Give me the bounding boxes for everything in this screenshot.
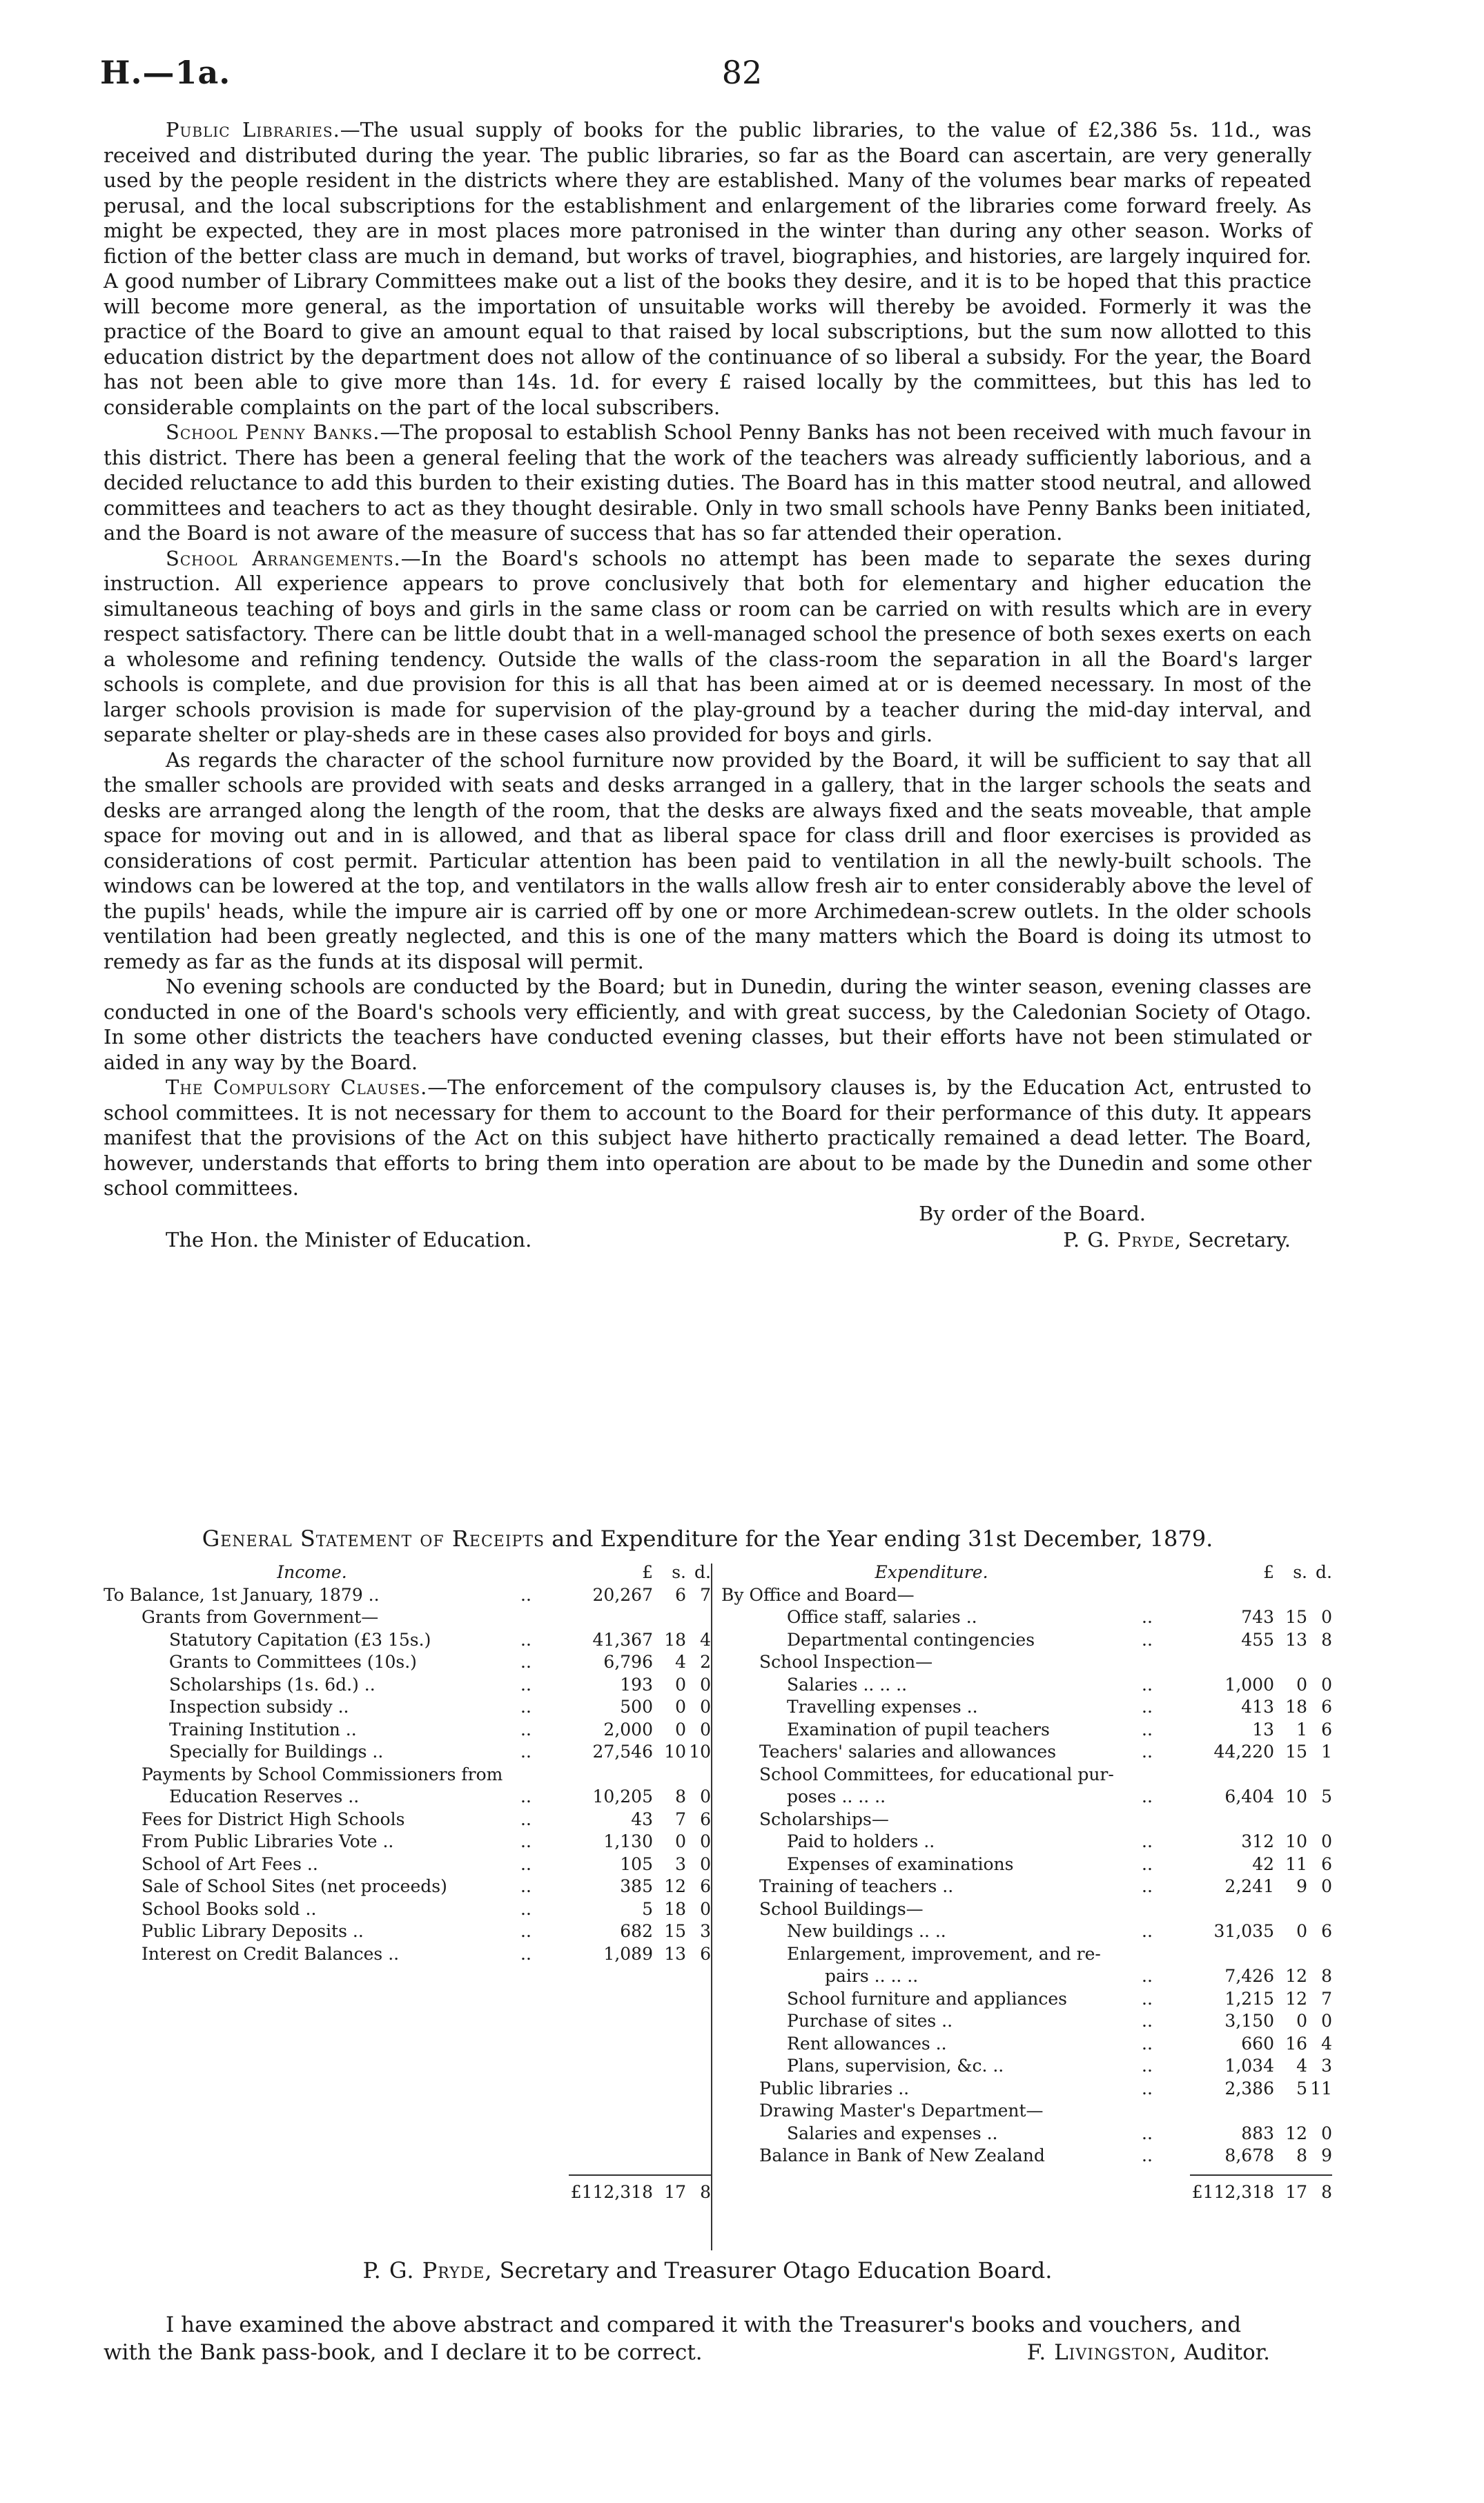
expenditure-item-pounds: 42: [1252, 1853, 1274, 1874]
expenditure-row: [721, 1696, 1332, 1719]
expenditure-item-label: Rent allowances ..: [787, 2033, 947, 2054]
spacer: [104, 2100, 711, 2123]
expenditure-row: [721, 1831, 1332, 1853]
income-total-pounds: £112,318: [570, 2181, 653, 2202]
income-row: [104, 1920, 711, 1943]
income-row: [104, 1651, 711, 1674]
income-item-pounds: 500: [620, 1697, 653, 1717]
closing-signature-row: [104, 1227, 1311, 1253]
audit-line2-row: [104, 2339, 1311, 2366]
expenditure-row: [721, 2033, 1332, 2056]
expenditure-item-pence: 0: [1321, 1831, 1332, 1851]
income-item-label: Inspection subsidy ..: [169, 1697, 349, 1717]
income-item-label: Specially for Buildings ..: [169, 1742, 384, 1762]
income-total-shillings: 17: [664, 2181, 686, 2202]
expenditure-item-pence: 4: [1321, 2033, 1332, 2054]
treasurer-title: Secretary and Treasurer Otago Education Board.: [499, 2257, 1053, 2283]
income-total-rule: [569, 2174, 711, 2176]
income-item-leader: ..: [520, 1719, 531, 1740]
income-item-leader: ..: [520, 1629, 531, 1650]
expenditure-col-heading: d.: [1316, 1562, 1332, 1582]
treasurer-signature: [104, 2257, 1311, 2283]
expenditure-item-label: Travelling expenses ..: [787, 1697, 978, 1717]
expenditure-row: [721, 1651, 1332, 1674]
expenditure-item-pence: 11: [1310, 2078, 1332, 2098]
expenditure-item-label: Training of teachers ..: [759, 1876, 954, 1896]
expenditure-item-pence: 1: [1321, 1742, 1332, 1762]
expenditure-row: [721, 1629, 1332, 1652]
heading-penny-banks: School Penny Banks.: [166, 420, 380, 444]
income-item-label: From Public Libraries Vote ..: [141, 1831, 394, 1851]
expenditure-row: [721, 1606, 1332, 1629]
expenditure-item-pence: 0: [1321, 1674, 1332, 1695]
income-item-shillings: 7: [675, 1809, 686, 1829]
income-item-pounds: 20,267: [592, 1584, 653, 1605]
expenditure-row: [721, 1584, 1332, 1607]
income-item-leader: ..: [520, 1652, 531, 1672]
expenditure-item-shillings: 10: [1285, 1831, 1307, 1851]
income-row: [104, 1853, 711, 1876]
heading-compulsory-clauses: The Compulsory Clauses.: [166, 1075, 428, 1099]
income-item-pence: 0: [700, 1853, 711, 1874]
expenditure-item-pounds: 883: [1241, 2123, 1274, 2143]
expenditure-row: [721, 2100, 1332, 2123]
income-item-shillings: 13: [664, 1943, 686, 1964]
income-item-pounds: 5: [642, 1898, 653, 1919]
paragraph-school-furniture: As regards the character of the school furniture now provided by the Board, it will be sufficient to say that all the smaller schools are provided with seats and desks arranged in a gallery, that in the larger schools the seats and desks are arranged along the length of the room, that the desks are always fixed and the seats moveable, that ample space for moving out and in is allowed, and that as liberal space for class drill and floor exercises is provided as considerations of cost permit. Particular attention has been paid to ventilation in all the newly-built schools. The windows can be lowered at the top, and ventilators in the walls allow fresh air to enter considerably above the level of the pupils' heads, while the impure air is carried off by one or more Archimedean-screw outlets. In the older schools ventilation had been greatly neglected, and this is one of the many matters which the Board is doing its utmost to remedy as far as the funds at its disposal will permit.: [104, 748, 1311, 973]
expenditure-item-pounds: 455: [1241, 1629, 1274, 1650]
expenditure-item-label: pairs .. .. ..: [825, 1966, 919, 1986]
income-item-leader: ..: [520, 1921, 531, 1941]
expenditure-item-pence: 5: [1321, 1786, 1332, 1806]
expenditure-row: [721, 2123, 1332, 2145]
expenditure-item-leader: ..: [1142, 1786, 1153, 1806]
audit-text-line1: I have examined the above abstract and compared it with the Treasurer's books and vouchers, and: [166, 2312, 1242, 2337]
expenditure-item-pounds: 312: [1241, 1831, 1274, 1851]
expenditure-row: [721, 1965, 1332, 1988]
statement-title-rest: and Expenditure for the Year ending 31st December, 1879.: [551, 1526, 1213, 1552]
expenditure-row: [721, 1719, 1332, 1742]
expenditure-item-pounds: 1,215: [1224, 1988, 1274, 2009]
expenditure-item-shillings: 12: [1285, 2123, 1307, 2143]
expenditure-header: Expenditure.: [875, 1562, 988, 1582]
expenditure-item-pounds: 13: [1252, 1719, 1274, 1740]
expenditure-item-label: School furniture and appliances: [787, 1988, 1068, 2009]
expenditure-item-label: Drawing Master's Department—: [759, 2101, 1044, 2121]
income-item-shillings: 6: [675, 1584, 686, 1605]
treasurer-name: P. G. Pryde,: [362, 2257, 493, 2283]
income-row: [104, 1584, 711, 1607]
text-penny-banks: —The proposal to establish School Penny Banks has not been received with much favour in this district. There has been a general feeling that the work of the teachers was already sufficiently laborious, and a decided reluctance to add this burden to their existing duties. The Board has in this matter stood neutral, and allowed committees and teachers to act as they thought desirable. Only in two small schools have Penny Banks been initiated, and the Board is not aware of the measure of success that has so far attended their operation.: [104, 420, 1312, 545]
income-item-pence: 7: [700, 1584, 711, 1605]
expenditure-item-pounds: 413: [1241, 1697, 1274, 1717]
expenditure-row: [721, 1988, 1332, 2011]
income-item-leader: ..: [520, 1831, 531, 1851]
expenditure-item-leader: ..: [1142, 1876, 1153, 1896]
expenditure-item-label: New buildings .. ..: [787, 1921, 946, 1941]
income-row: [104, 1943, 711, 1966]
expenditure-row: [721, 1920, 1332, 1943]
auditor-declaration: [104, 2311, 1311, 2366]
income-item-leader: ..: [520, 1898, 531, 1919]
income-item-shillings: 3: [675, 1853, 686, 1874]
expenditure-item-leader: ..: [1142, 1697, 1153, 1717]
statement-title: [104, 1526, 1311, 1552]
income-item-shillings: 0: [675, 1831, 686, 1851]
expenditure-item-shillings: 0: [1296, 2011, 1307, 2031]
income-item-leader: ..: [520, 1809, 531, 1829]
income-total-pence: 8: [700, 2181, 711, 2202]
expenditure-item-pounds: 743: [1241, 1607, 1274, 1627]
income-item-pence: 0: [700, 1831, 711, 1851]
expenditure-item-shillings: 10: [1285, 1786, 1307, 1806]
expenditure-item-shillings: 5: [1296, 2078, 1307, 2098]
income-item-shillings: 4: [675, 1652, 686, 1672]
paragraph-public-libraries: [104, 117, 1311, 420]
expenditure-item-shillings: 11: [1285, 1853, 1307, 1874]
paragraph-school-arrangements: [104, 546, 1311, 748]
expenditure-item-label: Balance in Bank of New Zealand: [759, 2145, 1045, 2165]
report-body: [104, 117, 1311, 1253]
expenditure-item-shillings: 9: [1296, 1876, 1307, 1896]
expenditure-item-pence: 6: [1321, 1719, 1332, 1740]
expenditure-item-label: Scholarships—: [759, 1809, 889, 1829]
expenditure-item-leader: ..: [1142, 2145, 1153, 2165]
income-item-leader: ..: [520, 1786, 531, 1806]
income-item-pounds: 43: [631, 1809, 653, 1829]
income-item-shillings: 0: [675, 1697, 686, 1717]
expenditure-item-label: Teachers' salaries and allowances: [759, 1742, 1057, 1762]
expenditure-total-pence: 8: [1321, 2181, 1332, 2202]
expenditure-col-heading: s.: [1293, 1562, 1307, 1582]
expenditure-item-pence: 0: [1321, 2011, 1332, 2031]
expenditure-column: [721, 1561, 1332, 2203]
income-item-shillings: 0: [675, 1674, 686, 1695]
expenditure-item-pence: 7: [1321, 1988, 1332, 2009]
expenditure-item-leader: ..: [1142, 2033, 1153, 2054]
income-item-leader: ..: [520, 1943, 531, 1964]
income-item-label: Interest on Credit Balances ..: [141, 1943, 400, 1964]
expenditure-item-shillings: 13: [1285, 1629, 1307, 1650]
expenditure-header-row: [721, 1561, 1332, 1584]
income-item-pounds: 27,546: [592, 1742, 653, 1762]
income-item-leader: ..: [520, 1674, 531, 1695]
expenditure-item-leader: ..: [1142, 1831, 1153, 1851]
expenditure-item-leader: ..: [1142, 1607, 1153, 1627]
income-row: [104, 1696, 711, 1719]
expenditure-item-pounds: 44,220: [1213, 1742, 1274, 1762]
by-order-line: By order of the Board.: [919, 1201, 1146, 1225]
income-row: [104, 1764, 711, 1786]
expenditure-item-pounds: 1,000: [1224, 1674, 1274, 1695]
income-item-shillings: 12: [664, 1876, 686, 1896]
income-col-heading: £: [642, 1562, 653, 1582]
income-item-label: Training Institution ..: [169, 1719, 357, 1740]
expenditure-item-leader: ..: [1142, 1988, 1153, 2009]
expenditure-col-heading: £: [1263, 1562, 1274, 1582]
income-item-leader: ..: [520, 1742, 531, 1762]
expenditure-item-pence: 6: [1321, 1921, 1332, 1941]
income-item-pounds: 682: [620, 1921, 653, 1941]
expenditure-item-pounds: 6,404: [1224, 1786, 1274, 1806]
income-item-label: School of Art Fees ..: [141, 1853, 318, 1874]
income-item-leader: ..: [520, 1697, 531, 1717]
expenditure-item-label: Salaries .. .. ..: [787, 1674, 908, 1695]
expenditure-item-leader: ..: [1142, 1629, 1153, 1650]
expenditure-item-shillings: 8: [1296, 2145, 1307, 2165]
expenditure-row: [721, 2078, 1332, 2101]
secretary-title: Secretary.: [1188, 1228, 1291, 1252]
expenditure-item-leader: ..: [1142, 1674, 1153, 1695]
expenditure-item-shillings: 18: [1285, 1697, 1307, 1717]
expenditure-item-leader: ..: [1142, 1921, 1153, 1941]
expenditure-total-pounds: £112,318: [1191, 2181, 1274, 2202]
expenditure-row: [721, 1741, 1332, 1764]
expenditure-item-label: Examination of pupil teachers: [787, 1719, 1050, 1740]
income-column: [104, 1561, 711, 2203]
expenditure-item-pounds: 1,034: [1224, 2056, 1274, 2076]
expenditure-item-label: School Inspection—: [759, 1652, 933, 1672]
income-item-pounds: 1,089: [603, 1943, 653, 1964]
expenditure-row: [721, 1786, 1332, 1809]
expenditure-item-label: Plans, supervision, &c. ..: [787, 2056, 1004, 2076]
spacer: [104, 2145, 711, 2168]
expenditure-item-label: Paid to holders ..: [787, 1831, 935, 1851]
expenditure-row: [721, 1853, 1332, 1876]
income-item-pence: 0: [700, 1786, 711, 1806]
income-item-pence: 0: [700, 1719, 711, 1740]
income-item-pence: 6: [700, 1876, 711, 1896]
income-item-pence: 0: [700, 1674, 711, 1695]
income-item-label: Fees for District High Schools: [141, 1809, 405, 1829]
expenditure-total-shillings: 17: [1285, 2181, 1307, 2202]
statement-title-smallcaps: General Statement of Receipts: [202, 1526, 545, 1552]
income-item-pounds: 1,130: [603, 1831, 653, 1851]
income-header-row: [104, 1561, 711, 1584]
spacer: [104, 2055, 711, 2078]
expenditure-item-leader: ..: [1142, 2078, 1153, 2098]
income-row: [104, 1719, 711, 1742]
expenditure-item-leader: ..: [1142, 1742, 1153, 1762]
expenditure-item-shillings: 0: [1296, 1921, 1307, 1941]
text-compulsory-clauses: —The enforcement of the compulsory clauses is, by the Education Act, entrusted to school committees. It is not necessary for them to account to the Board for their performance of this duty. It appears manifest that the provisions of the Act on this subject have hitherto practically remained a dead letter. The Board, however, understands that efforts to bring them into operation are about to be made by the Dunedin and some other school committees.: [104, 1075, 1311, 1200]
income-item-pence: 3: [700, 1921, 711, 1941]
income-item-shillings: 8: [675, 1786, 686, 1806]
income-row: [104, 1876, 711, 1898]
income-item-label: School Books sold ..: [141, 1898, 317, 1919]
expenditure-item-label: By Office and Board—: [721, 1584, 915, 1605]
income-item-shillings: 18: [664, 1629, 686, 1650]
income-item-pounds: 105: [620, 1853, 653, 1874]
auditor-signature: [1027, 2339, 1270, 2366]
income-item-label: Grants from Government—: [141, 1607, 379, 1627]
auditor-name: F. Livingston,: [1026, 2340, 1178, 2365]
expenditure-item-label: Office staff, salaries ..: [787, 1607, 977, 1627]
expenditure-item-pounds: 8,678: [1224, 2145, 1274, 2165]
income-row: [104, 1674, 711, 1697]
document-reference: H.—1a.: [100, 54, 231, 91]
expenditure-row: [721, 1764, 1332, 1786]
expenditure-total-row: [721, 2181, 1332, 2204]
income-item-pounds: 385: [620, 1876, 653, 1896]
expenditure-item-pence: 3: [1321, 2056, 1332, 2076]
paragraph-evening-schools: No evening schools are conducted by the Board; but in Dunedin, during the winter season, evening classes are conducted in one of the Board's schools very efficiently, and with great success, by the Caledonian Society of Otago. In some other districts the teachers have conducted evening classes, but their efforts have not been stimulated or aided in any way by the Board.: [104, 975, 1311, 1074]
audit-text-line2: with the Bank pass-book, and I declare it to be correct.: [104, 2340, 703, 2365]
income-item-pence: 2: [700, 1652, 711, 1672]
expenditure-item-label: Public libraries ..: [759, 2078, 910, 2098]
page-number: 82: [721, 54, 763, 91]
income-total-row: [104, 2181, 711, 2204]
expenditure-item-label: Departmental contingencies: [787, 1629, 1035, 1650]
income-item-label: Sale of School Sites (net proceeds): [141, 1876, 447, 1896]
expenditure-row: [721, 1809, 1332, 1831]
income-row: [104, 1741, 711, 1764]
expenditure-item-leader: ..: [1142, 1853, 1153, 1874]
expenditure-total-rule: [1190, 2174, 1332, 2176]
income-col-heading: d.: [694, 1562, 711, 1582]
expenditure-item-label: School Committees, for educational pur-: [759, 1764, 1114, 1784]
expenditure-item-shillings: 4: [1296, 2056, 1307, 2076]
income-item-shillings: 18: [664, 1898, 686, 1919]
expenditure-item-leader: ..: [1142, 2123, 1153, 2143]
income-item-pence: 4: [700, 1629, 711, 1650]
income-item-pounds: 2,000: [603, 1719, 653, 1740]
expenditure-item-label: Purchase of sites ..: [787, 2011, 953, 2031]
expenditure-row: [721, 2145, 1332, 2168]
auditor-title: Auditor.: [1184, 2340, 1270, 2365]
expenditure-item-pounds: 7,426: [1224, 1966, 1274, 1986]
secretary-name: P. G. Pryde,: [1063, 1228, 1182, 1252]
expenditure-item-shillings: 0: [1296, 1674, 1307, 1695]
income-col-heading: s.: [672, 1562, 686, 1582]
expenditure-item-label: poses .. .. ..: [787, 1786, 886, 1806]
income-item-pence: 10: [689, 1742, 711, 1762]
income-item-shillings: 0: [675, 1719, 686, 1740]
expenditure-item-pounds: 2,386: [1224, 2078, 1274, 2098]
income-item-label: To Balance, 1st January, 1879 ..: [104, 1584, 380, 1605]
expenditure-item-shillings: 12: [1285, 1988, 1307, 2009]
expenditure-item-pence: 0: [1321, 1607, 1332, 1627]
income-header: Income.: [277, 1562, 347, 1582]
expenditure-item-pence: 0: [1321, 2123, 1332, 2143]
expenditure-item-shillings: 16: [1285, 2033, 1307, 2054]
income-item-shillings: 10: [664, 1742, 686, 1762]
expenditure-item-pence: 8: [1321, 1966, 1332, 1986]
column-divider: [711, 1564, 712, 2250]
expenditure-item-leader: ..: [1142, 1719, 1153, 1740]
income-item-shillings: 15: [664, 1921, 686, 1941]
expenditure-item-pounds: 2,241: [1224, 1876, 1274, 1896]
income-row: [104, 1809, 711, 1831]
expenditure-item-pence: 6: [1321, 1697, 1332, 1717]
income-row: [104, 1831, 711, 1853]
income-item-pounds: 193: [620, 1674, 653, 1695]
spacer: [104, 2078, 711, 2101]
expenditure-row: [721, 1876, 1332, 1898]
expenditure-item-pounds: 3,150: [1224, 2011, 1274, 2031]
spacer: [104, 2033, 711, 2056]
income-item-pence: 6: [700, 1943, 711, 1964]
expenditure-row: [721, 1674, 1332, 1697]
income-item-label: Public Library Deposits ..: [141, 1921, 364, 1941]
paragraph-compulsory-clauses: [104, 1075, 1311, 1201]
expenditure-item-shillings: 1: [1296, 1719, 1307, 1740]
expenditure-item-leader: ..: [1142, 2011, 1153, 2031]
expenditure-item-shillings: 12: [1285, 1966, 1307, 1986]
expenditure-item-pounds: 31,035: [1213, 1921, 1274, 1941]
income-item-label: Scholarships (1s. 6d.) ..: [169, 1674, 375, 1695]
expenditure-item-label: Expenses of examinations: [787, 1853, 1014, 1874]
spacer: [104, 1965, 711, 1988]
income-row: [104, 1786, 711, 1809]
expenditure-item-label: Salaries and expenses ..: [787, 2123, 998, 2143]
expenditure-item-shillings: 15: [1285, 1607, 1307, 1627]
expenditure-item-label: School Buildings—: [759, 1898, 924, 1919]
spacer: [104, 2123, 711, 2145]
income-item-pence: 0: [700, 1898, 711, 1919]
income-item-leader: ..: [520, 1853, 531, 1874]
expenditure-item-shillings: 15: [1285, 1742, 1307, 1762]
income-item-pence: 0: [700, 1697, 711, 1717]
expenditure-item-pence: 9: [1321, 2145, 1332, 2165]
heading-public-libraries: Public Libraries.: [166, 118, 340, 142]
heading-school-arrangements: School Arrangements.: [166, 546, 401, 570]
expenditure-row: [721, 2010, 1332, 2033]
expenditure-row: [721, 1943, 1332, 1966]
spacer: [104, 1988, 711, 2011]
income-item-label: Education Reserves ..: [169, 1786, 360, 1806]
expenditure-item-pence: 6: [1321, 1853, 1332, 1874]
income-item-pounds: 10,205: [592, 1786, 653, 1806]
income-row: [104, 1629, 711, 1652]
expenditure-item-pence: 8: [1321, 1629, 1332, 1650]
income-item-leader: ..: [520, 1584, 531, 1605]
expenditure-item-label: Enlargement, improvement, and re-: [787, 1943, 1101, 1964]
paragraph-penny-banks: [104, 420, 1311, 546]
text-public-libraries: —The usual supply of books for the public libraries, to the value of £2,386 5s. 11d., was received and distributed during the year. The public libraries, so far as the Board can ascertain, are very generally used by the people resident in the districts where they are established. Many of the volumes bear marks of repeated perusal, and the local subscriptions for the establishment and enlargement of the libraries come forward freely. As might be expected, they are in most places more patronised in the winter than during any other season. Works of fiction of the better class are much in demand, but works of travel, biographies, and histories, are largely inquired for. A good number of Library Committees make out a list of the books they desire, and it is to be hoped that this practice will become more general, as the importation of unsuitable works will thereby be avoided. Formerly it was the practice of the Board to give an amount equal to that raised by local subscriptions, but the sum now allotted to this education district by the department does not allow of the continuance of so liberal a subsidy. For the year, the Board has not been able to give more than 14s. 1d. for every £ raised locally by the committees, but this has led to considerable complaints on the part of the local subscribers.: [104, 118, 1311, 419]
income-item-pounds: 41,367: [592, 1629, 653, 1650]
spacer: [104, 2010, 711, 2033]
income-item-pounds: 6,796: [603, 1652, 653, 1672]
income-item-pence: 6: [700, 1809, 711, 1829]
secretary-signature: [1063, 1227, 1291, 1253]
expenditure-item-pounds: 660: [1241, 2033, 1274, 2054]
expenditure-item-leader: ..: [1142, 1966, 1153, 1986]
income-item-label: Statutory Capitation (£3 15s.): [169, 1629, 431, 1650]
expenditure-row: [721, 2055, 1332, 2078]
income-item-leader: ..: [520, 1876, 531, 1896]
expenditure-item-pence: 0: [1321, 1876, 1332, 1896]
expenditure-row: [721, 1898, 1332, 1921]
text-school-arrangements: —In the Board's schools no attempt has been made to separate the sexes during instruction. All experience appears to prove conclusively that both for elementary and higher education the simultaneous teaching of boys and girls in the same class or room can be carried on with results which are in every respect satisfactory. There can be little doubt that in a well-managed school the presence of both sexes exerts on each a wholesome and refining tendency. Outside the walls of the class-room the separation in all the Board's larger schools is complete, and due provision for this is all that has been aimed at or is deemed necessary. In most of the larger schools provision is made for supervision of the play-ground by a teacher during the mid-day interval, and separate shelter or play-sheds are in these cases also provided for boys and girls.: [104, 546, 1311, 746]
income-item-label: Payments by School Commissioners from: [141, 1764, 503, 1784]
addressee: The Hon. the Minister of Education.: [166, 1228, 532, 1252]
income-row: [104, 1606, 711, 1629]
income-row: [104, 1898, 711, 1921]
income-item-label: Grants to Committees (10s.): [169, 1652, 417, 1672]
expenditure-item-leader: ..: [1142, 2056, 1153, 2076]
page-header: [100, 54, 1384, 109]
